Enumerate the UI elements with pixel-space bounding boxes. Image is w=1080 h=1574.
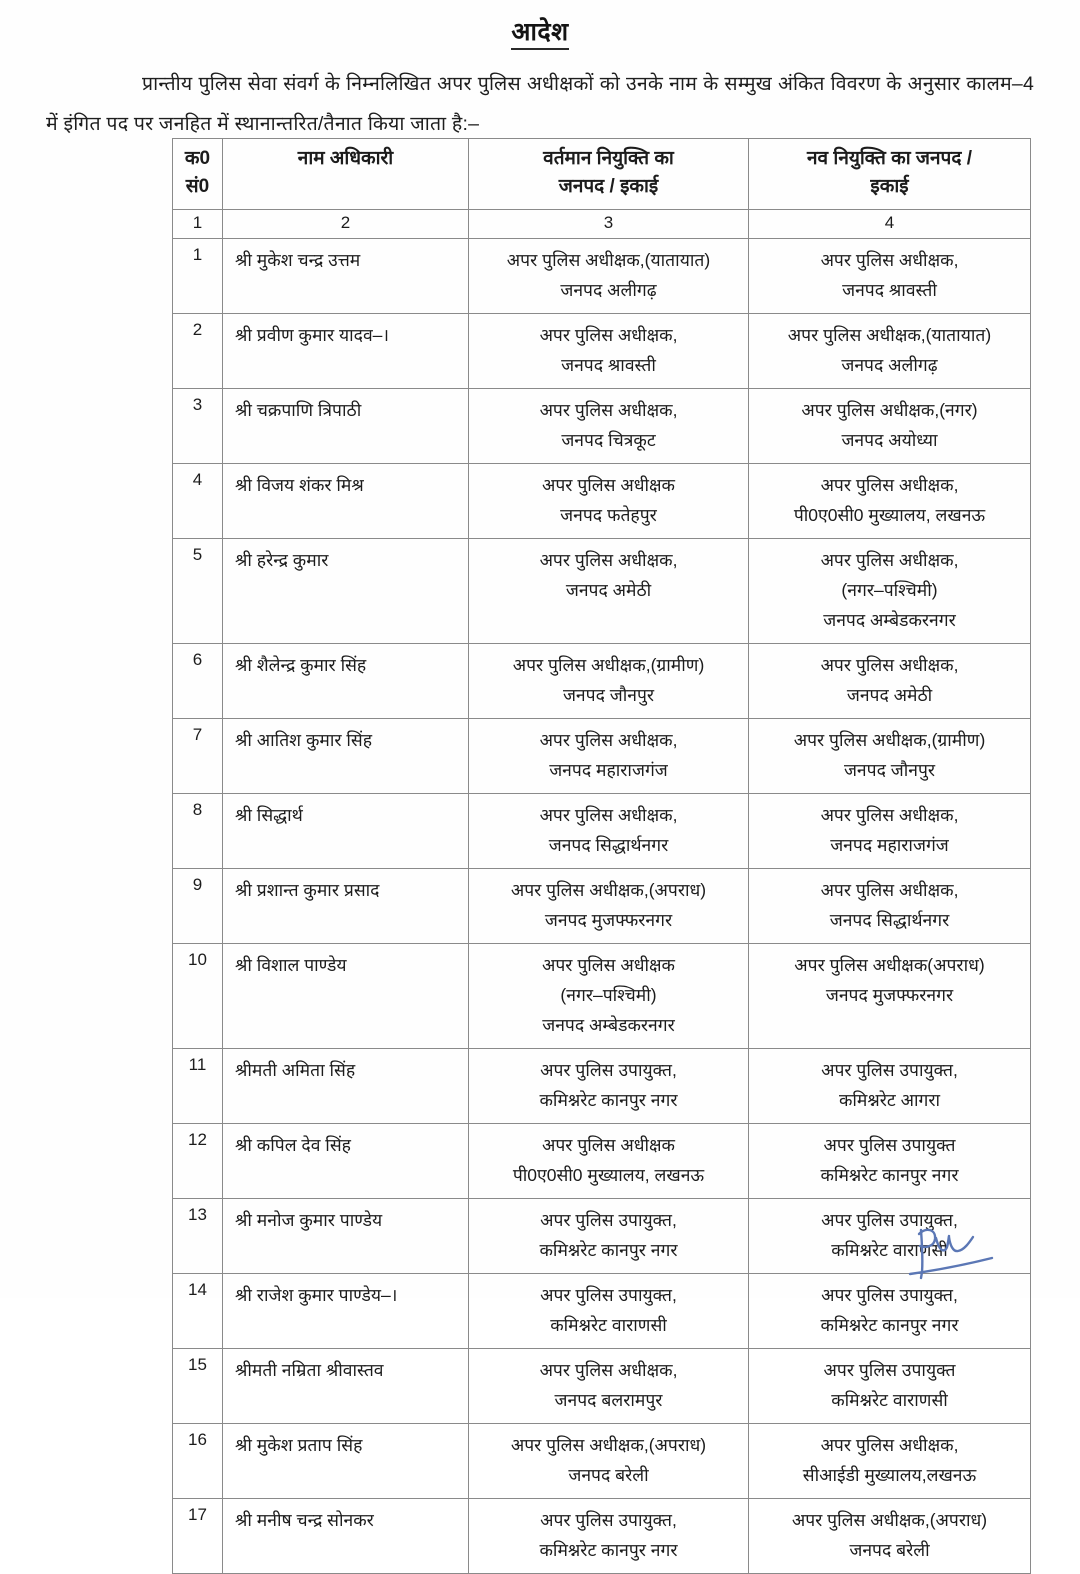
posting-line: जनपद सिद्धार्थनगर — [829, 910, 950, 930]
posting-line: जनपद अमेठी — [846, 685, 933, 705]
posting-line: अपर पुलिस अधीक्षक, — [539, 400, 678, 420]
cell-new-posting — [749, 1124, 1031, 1199]
posting-line: अपर पुलिस उपायुक्त — [823, 1135, 956, 1155]
posting-line: (नगर–पश्चिमी) — [560, 985, 657, 1005]
posting-line: जनपद महाराजगंज — [830, 835, 949, 855]
cell-new-posting — [749, 1499, 1031, 1574]
cell-new-posting — [749, 314, 1031, 389]
header-current-posting — [469, 139, 749, 210]
posting-line: कमिश्नरेट कानपुर नगर — [820, 1315, 959, 1335]
posting-line: कमिश्नरेट कानपुर नगर — [539, 1540, 678, 1560]
cell-new-posting — [749, 644, 1031, 719]
page-title — [0, 0, 1080, 48]
posting-line: अपर पुलिस अधीक्षक, — [820, 805, 959, 825]
cell-officer-name: श्री आतिश कुमार सिंह — [223, 719, 469, 794]
cell-current-posting — [469, 644, 749, 719]
table-row — [173, 1499, 1031, 1574]
table-row — [173, 314, 1031, 389]
posting-line: जनपद अलीगढ़ — [841, 355, 938, 375]
posting-line: कमिश्नरेट कानपुर नगर — [820, 1165, 959, 1185]
posting-line: अपर पुलिस अधीक्षक, — [820, 550, 959, 570]
posting-line: जनपद अम्बेडकरनगर — [823, 610, 956, 630]
posting-line: जनपद अम्बेडकरनगर — [542, 1015, 675, 1035]
cell-new-posting — [749, 944, 1031, 1049]
posting-line: अपर पुलिस उपायुक्त, — [540, 1510, 677, 1530]
posting-line: जनपद श्रावस्ती — [842, 280, 937, 300]
posting-line: अपर पुलिस अधीक्षक, — [539, 805, 678, 825]
cell-officer-name: श्री मनोज कुमार पाण्डेय — [223, 1199, 469, 1274]
posting-line: अपर पुलिस अधीक्षक,(यातायात) — [506, 250, 711, 270]
posting-line: अपर पुलिस अधीक्षक, — [820, 655, 959, 675]
table-row — [173, 239, 1031, 314]
table-header — [173, 139, 1031, 239]
cell-new-posting — [749, 239, 1031, 314]
cell-current-posting — [469, 539, 749, 644]
header-new-line-2: इकाई — [870, 176, 909, 197]
table-row — [173, 539, 1031, 644]
table-row — [173, 719, 1031, 794]
posting-line: जनपद मुजफ्फरनगर — [544, 910, 673, 930]
table-row — [173, 1349, 1031, 1424]
posting-line: जनपद अलीगढ़ — [560, 280, 657, 300]
cell-new-posting — [749, 719, 1031, 794]
intro-line-1: प्रान्तीय पुलिस सेवा संवर्ग के निम्नलिखित अपर पुलिस अधीक्षकों को उनके नाम के सम्मुख — [142, 73, 772, 95]
posting-line: पी0ए0सी0 मुख्यालय, लखनऊ — [512, 1165, 705, 1185]
posting-line: जनपद मुजफ्फरनगर — [825, 985, 954, 1005]
cell-current-posting — [469, 1274, 749, 1349]
page-title-text: आदेश — [511, 18, 568, 50]
cell-officer-name: श्री मुकेश प्रताप सिंह — [223, 1424, 469, 1499]
table-row — [173, 389, 1031, 464]
cell-serial-number: 5 — [173, 539, 223, 644]
cell-officer-name: श्री राजेश कुमार पाण्डेय–। — [223, 1274, 469, 1349]
cell-officer-name: श्री विजय शंकर मिश्र — [223, 464, 469, 539]
cell-officer-name: श्री कपिल देव सिंह — [223, 1124, 469, 1199]
cell-serial-number: 2 — [173, 314, 223, 389]
cell-officer-name: श्री सिद्धार्थ — [223, 794, 469, 869]
table-row — [173, 1424, 1031, 1499]
cell-current-posting — [469, 1424, 749, 1499]
cell-serial-number: 10 — [173, 944, 223, 1049]
cell-officer-name: श्रीमती नम्रिता श्रीवास्तव — [223, 1349, 469, 1424]
posting-line: अपर पुलिस अधीक्षक,(नगर) — [801, 400, 978, 420]
cell-officer-name: श्री शैलेन्द्र कुमार सिंह — [223, 644, 469, 719]
cell-serial-number: 11 — [173, 1049, 223, 1124]
cell-new-posting — [749, 539, 1031, 644]
posting-line: जनपद फतेहपुर — [560, 505, 657, 525]
table-row — [173, 644, 1031, 719]
table-row — [173, 944, 1031, 1049]
cell-current-posting — [469, 1049, 749, 1124]
cell-new-posting — [749, 794, 1031, 869]
header-row — [173, 139, 1031, 210]
posting-line: अपर पुलिस अधीक्षक, — [539, 730, 678, 750]
posting-line: अपर पुलिस अधीक्षक, — [539, 325, 678, 345]
cell-serial-number: 9 — [173, 869, 223, 944]
table-row — [173, 464, 1031, 539]
cell-officer-name: श्री प्रवीण कुमार यादव–। — [223, 314, 469, 389]
posting-line: (नगर–पश्चिमी) — [841, 580, 938, 600]
posting-line: जनपद जौनपुर — [562, 685, 655, 705]
posting-line: अपर पुलिस उपायुक्त, — [540, 1060, 677, 1080]
posting-line: अपर पुलिस अधीक्षक,(यातायात) — [787, 325, 992, 345]
cell-current-posting — [469, 1124, 749, 1199]
posting-line: जनपद बरेली — [849, 1540, 930, 1560]
posting-line: अपर पुलिस अधीक्षक — [541, 955, 675, 975]
cell-new-posting — [749, 1049, 1031, 1124]
cell-current-posting — [469, 239, 749, 314]
cell-current-posting — [469, 389, 749, 464]
posting-line: जनपद चित्रकूट — [561, 430, 656, 450]
posting-line: अपर पुलिस अधीक्षक, — [820, 880, 959, 900]
posting-line: अपर पुलिस उपायुक्त, — [821, 1285, 958, 1305]
cell-officer-name: श्री चक्रपाणि त्रिपाठी — [223, 389, 469, 464]
posting-line: कमिश्नरेट वाराणसी — [831, 1240, 948, 1260]
table-row — [173, 1049, 1031, 1124]
cell-serial-number: 6 — [173, 644, 223, 719]
intro-line-2: अंकित विवरण के अनुसार कालम–4 में इंगित पद पर जनहित में स्थानान्तरित/तैनात किया जाता है:– — [46, 73, 1034, 135]
cell-officer-name: श्रीमती अमिता सिंह — [223, 1049, 469, 1124]
cell-current-posting — [469, 944, 749, 1049]
column-number-row — [173, 210, 1031, 239]
cell-current-posting — [469, 869, 749, 944]
posting-line: अपर पुलिस अधीक्षक,(ग्रामीण) — [793, 730, 986, 750]
posting-line: पी0ए0सी0 मुख्यालय, लखनऊ — [793, 505, 986, 525]
posting-line: जनपद बरेली — [568, 1465, 649, 1485]
intro-paragraph — [46, 64, 1034, 144]
posting-line: जनपद अयोध्या — [841, 430, 938, 450]
column-number-4: 4 — [749, 210, 1031, 239]
posting-line: अपर पुलिस उपायुक्त — [823, 1360, 956, 1380]
header-serial-number — [173, 139, 223, 210]
cell-serial-number: 15 — [173, 1349, 223, 1424]
cell-new-posting — [749, 1349, 1031, 1424]
cell-current-posting — [469, 1199, 749, 1274]
cell-serial-number: 7 — [173, 719, 223, 794]
header-serial-line-2: सं0 — [185, 176, 210, 197]
posting-line: अपर पुलिस अधीक्षक, — [820, 475, 959, 495]
table-row — [173, 1124, 1031, 1199]
posting-line: कमिश्नरेट आगरा — [838, 1090, 941, 1110]
cell-serial-number: 12 — [173, 1124, 223, 1199]
cell-current-posting — [469, 1499, 749, 1574]
posting-line: अपर पुलिस उपायुक्त, — [821, 1060, 958, 1080]
cell-new-posting — [749, 1424, 1031, 1499]
cell-officer-name: श्री प्रशान्त कुमार प्रसाद — [223, 869, 469, 944]
posting-line: अपर पुलिस अधीक्षक, — [820, 1435, 959, 1455]
column-number-3: 3 — [469, 210, 749, 239]
posting-line: अपर पुलिस अधीक्षक(अपराध) — [794, 955, 985, 975]
posting-line: अपर पुलिस अधीक्षक,(अपराध) — [791, 1510, 988, 1530]
posting-line: जनपद सिद्धार्थनगर — [548, 835, 669, 855]
cell-serial-number: 1 — [173, 239, 223, 314]
cell-new-posting — [749, 869, 1031, 944]
posting-line: कमिश्नरेट वाराणसी — [550, 1315, 667, 1335]
posting-line: अपर पुलिस उपायुक्त, — [540, 1210, 677, 1230]
cell-current-posting — [469, 314, 749, 389]
posting-line: अपर पुलिस अधीक्षक,(ग्रामीण) — [512, 655, 705, 675]
posting-line: जनपद महाराजगंज — [549, 760, 668, 780]
posting-line: अपर पुलिस अधीक्षक, — [820, 250, 959, 270]
header-officer-name: नाम अधिकारी — [223, 139, 469, 210]
cell-new-posting — [749, 389, 1031, 464]
table-row — [173, 794, 1031, 869]
header-current-line-1: वर्तमान नियुक्ति का — [543, 148, 674, 169]
posting-line: कमिश्नरेट कानपुर नगर — [539, 1090, 678, 1110]
posting-line: जनपद बलरामपुर — [554, 1390, 663, 1410]
posting-line: अपर पुलिस अधीक्षक, — [539, 550, 678, 570]
column-number-1: 1 — [173, 210, 223, 239]
cell-new-posting — [749, 464, 1031, 539]
cell-serial-number: 8 — [173, 794, 223, 869]
posting-line: अपर पुलिस अधीक्षक — [541, 475, 675, 495]
column-number-2: 2 — [223, 210, 469, 239]
cell-officer-name: श्री मनीष चन्द्र सोनकर — [223, 1499, 469, 1574]
posting-line: कमिश्नरेट वाराणसी — [831, 1390, 948, 1410]
signature — [888, 1222, 1038, 1292]
posting-line: अपर पुलिस अधीक्षक,(अपराध) — [510, 880, 707, 900]
cell-current-posting — [469, 464, 749, 539]
cell-current-posting — [469, 719, 749, 794]
cell-officer-name: श्री विशाल पाण्डेय — [223, 944, 469, 1049]
posting-line: कमिश्नरेट कानपुर नगर — [539, 1240, 678, 1260]
header-current-line-2: जनपद / इकाई — [558, 176, 659, 197]
cell-serial-number: 13 — [173, 1199, 223, 1274]
table-body — [173, 239, 1031, 1574]
cell-officer-name: श्री हरेन्द्र कुमार — [223, 539, 469, 644]
cell-officer-name: श्री मुकेश चन्द्र उत्तम — [223, 239, 469, 314]
transfer-order-table — [172, 138, 1031, 1574]
posting-line: अपर पुलिस अधीक्षक, — [539, 1360, 678, 1380]
cell-serial-number: 3 — [173, 389, 223, 464]
table-row — [173, 869, 1031, 944]
cell-serial-number: 17 — [173, 1499, 223, 1574]
cell-serial-number: 14 — [173, 1274, 223, 1349]
cell-serial-number: 4 — [173, 464, 223, 539]
posting-line: अपर पुलिस अधीक्षक,(अपराध) — [510, 1435, 707, 1455]
posting-line: अपर पुलिस उपायुक्त, — [540, 1285, 677, 1305]
cell-current-posting — [469, 794, 749, 869]
posting-line: जनपद जौनपुर — [843, 760, 936, 780]
header-new-posting — [749, 139, 1031, 210]
cell-serial-number: 16 — [173, 1424, 223, 1499]
posting-line: सीआईडी मुख्यालय,लखनऊ — [802, 1465, 977, 1485]
posting-line: जनपद अमेठी — [565, 580, 652, 600]
posting-line: जनपद श्रावस्ती — [561, 355, 656, 375]
posting-line: अपर पुलिस अधीक्षक — [541, 1135, 675, 1155]
header-serial-line-1: क0 — [184, 148, 211, 169]
header-new-line-1: नव नियुक्ति का जनपद / — [807, 148, 972, 169]
cell-current-posting — [469, 1349, 749, 1424]
posting-line: अपर पुलिस उपायुक्त, — [821, 1210, 958, 1230]
